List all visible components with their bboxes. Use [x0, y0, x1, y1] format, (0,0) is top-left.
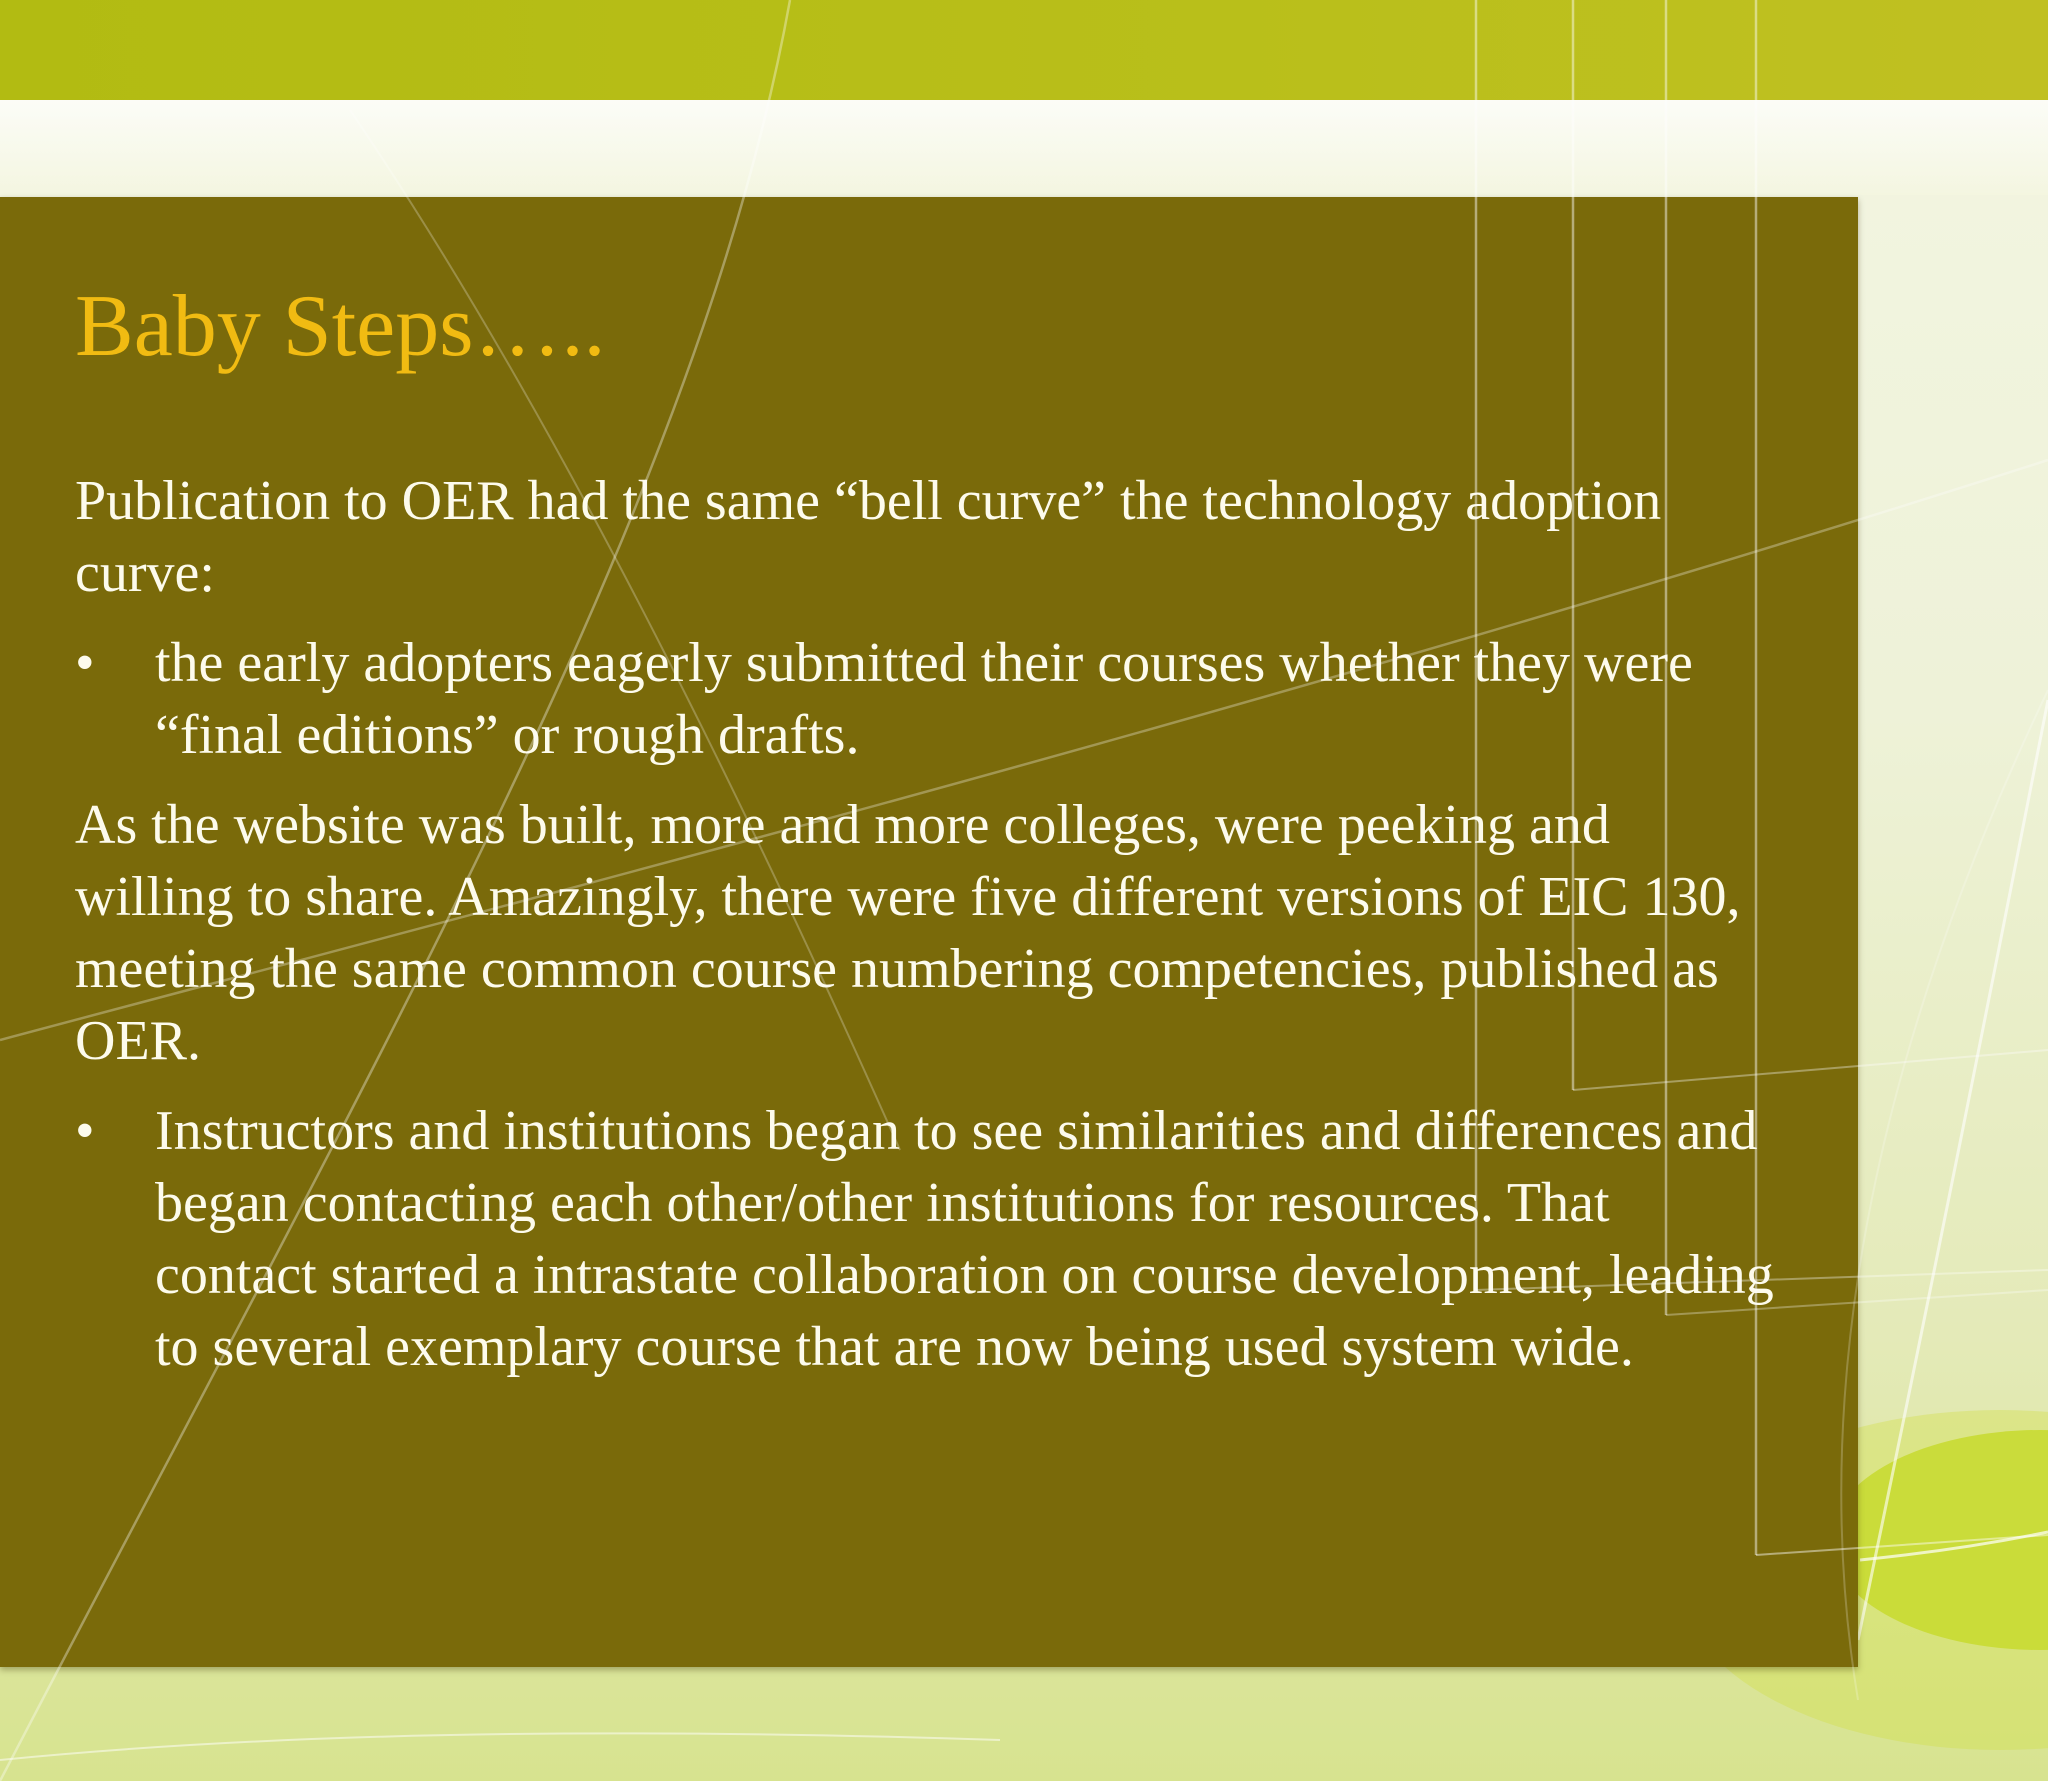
bullet-dot-icon: •: [75, 632, 95, 694]
top-color-band: [0, 0, 2048, 100]
background-arc: [0, 1733, 1000, 1760]
bullet-item-instructors: [75, 1095, 1775, 1383]
bullet-item-early-adopters: [75, 627, 1775, 771]
bullet-text: Instructors and institutions began to see similarities and differences and began contacting each other/other institutions for resources. That contact started a intrastate collaboration on course development, leading to several exemplary course that are now being used system wide.: [155, 1100, 1774, 1378]
bullet-dot-icon: •: [75, 1100, 95, 1162]
swoosh-curve: [1841, 690, 2048, 1700]
background-arc: [1858, 700, 2048, 1640]
slide-title: Baby Steps…..: [75, 278, 606, 375]
intro-paragraph: Publication to OER had the same “bell curve” the technology adoption curve:: [75, 470, 1662, 604]
background-arc: [1860, 1532, 2048, 1560]
website-paragraph: As the website was built, more and more colleges, were peeking and willing to share. Amazingly, there were five different versions of EIC 130, meeting the same common course numbering competencies, published as OER.: [75, 794, 1741, 1072]
top-band-highlight: [0, 100, 2048, 195]
bullet-text: the early adopters eagerly submitted their courses whether they were “final editions” or rough drafts.: [155, 632, 1693, 766]
lime-glow-ellipse: [1830, 1430, 2048, 1650]
slide-body: [75, 465, 1775, 1401]
